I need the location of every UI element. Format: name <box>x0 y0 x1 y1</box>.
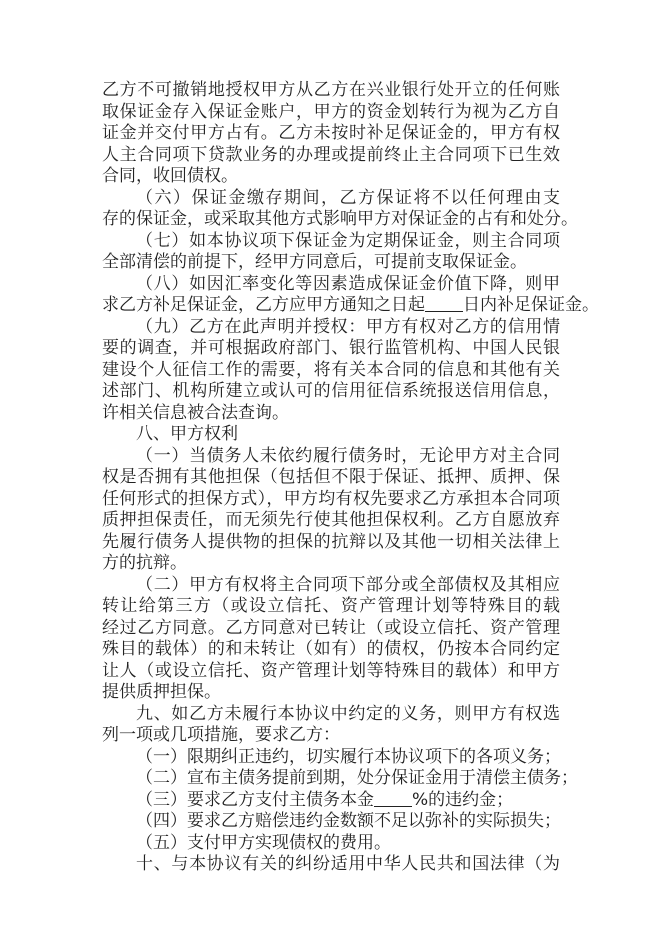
text-line: （一）当债务人未依约履行债务时，无论甲方对主合同 <box>136 445 560 466</box>
paragraph <box>102 80 560 188</box>
text-line: 建设个人征信工作的需要，将有关本合同的信息和其他有关 <box>102 359 560 380</box>
paragraph <box>102 317 560 425</box>
text-line: 取保证金存入保证金账户，甲方的资金划转行为视为乙方自 <box>102 101 560 122</box>
text-line: （六）保证金缴存期间，乙方保证将不以任何理由支 <box>136 187 560 208</box>
paragraph <box>102 575 560 704</box>
text-line: 殊目的载体）的和未转让（如有）的债权，仍按本合同约定 <box>102 639 560 659</box>
paragraph <box>102 747 560 769</box>
text-line: 存的保证金，或采取其他方式影响甲方对保证金的占有和处分。 <box>102 209 578 229</box>
text-line: 方的抗辩。 <box>102 553 187 573</box>
text-line: 全部清偿的前提下，经甲方同意后，可提前支取保证金。 <box>102 252 527 272</box>
text-line: （五）支付甲方实现债权的费用。 <box>136 832 391 853</box>
text-line: 乙方不可撤销地授权甲方从乙方在兴业银行处开立的任何账 <box>102 80 560 100</box>
text-line: 八、甲方权利 <box>136 424 238 444</box>
text-line: （二）宣布主债务提前到期，处分保证金用于清偿主债务； <box>136 768 578 788</box>
text-line: 要的调查，并可根据政府部门、银行监管机构、中国人民银 <box>102 338 560 358</box>
text-line: 经过乙方同意。乙方同意对已转让（或设立信托、资产管理 <box>102 617 560 638</box>
text-line <box>102 295 599 317</box>
text-line: 列一项或几项措施，要求乙方： <box>102 725 340 745</box>
text-line: 让人（或设立信托、资产管理计划等特殊目的载体）和甲方 <box>102 660 560 681</box>
text-line: 质押担保责任，而无须先行使其他担保权利。乙方自愿放弃 <box>102 510 560 530</box>
text-line: 十、与本协议有关的纠纷适用中华人民共和国法律（为 <box>136 854 560 874</box>
text-segment: 求乙方补足保证金，乙方应甲方通知之日起 <box>102 295 425 315</box>
text-segment: 日内补足保证金。 <box>463 295 599 315</box>
paragraph <box>102 424 560 446</box>
fill-in-blank <box>425 295 463 312</box>
text-line: 转让给第三方（或设立信托、资产管理计划等特殊目的载 <box>102 596 560 616</box>
text-line: （一）限期纠正违约，切实履行本协议项下的各项义务； <box>136 746 561 767</box>
text-line: （九）乙方在此声明并授权：甲方有权对乙方的信用情 <box>136 316 560 337</box>
paragraph <box>102 187 578 231</box>
paragraph <box>102 704 560 747</box>
paragraph <box>102 446 560 575</box>
text-line: 证金并交付甲方占有。乙方未按时补足保证金的，甲方有权 <box>102 123 560 143</box>
text-line: 人主合同项下贷款业务的办理或提前终止主合同项下已生效 <box>102 144 560 165</box>
text-line: （四）要求乙方赔偿违约金数额不足以弥补的实际损失； <box>136 811 561 831</box>
paragraph <box>102 790 560 812</box>
document-body <box>102 80 599 876</box>
text-line: 提供质押担保。 <box>102 682 221 702</box>
fill-in-blank <box>374 790 412 807</box>
text-line: （七）如本协议项下保证金为定期保证金，则主合同项 <box>136 230 560 251</box>
text-line: 九、如乙方未履行本协议中约定的义务，则甲方有权选 <box>136 703 560 724</box>
paragraph <box>102 768 578 790</box>
text-line: 任何形式的担保方式），甲方均有权先要求乙方承担本合同项 <box>102 488 560 509</box>
text-line: 先履行债务人提供物的担保的抗辩以及其他一切相关法律上 <box>102 531 560 552</box>
paragraph <box>102 231 560 274</box>
paragraph <box>102 854 560 876</box>
text-line: 合同，收回债权。 <box>102 166 238 186</box>
text-line: （二）甲方有权将主合同项下部分或全部债权及其相应 <box>136 574 560 595</box>
text-line: 许相关信息被合法查询。 <box>102 402 289 423</box>
text-line: 权是否拥有其他担保（包括但不限于保证、抵押、质押、保 <box>102 467 560 487</box>
text-line: 述部门、机构所建立或认可的信用征信系统报送信用信息， <box>102 381 560 401</box>
paragraph <box>102 811 560 833</box>
text-segment: %的违约金； <box>412 789 514 810</box>
text-segment: （三）要求乙方支付主债务本金 <box>136 789 374 810</box>
text-line <box>102 790 560 812</box>
paragraph <box>102 273 599 317</box>
text-line: （八）如因汇率变化等因素造成保证金价值下降，则甲 <box>136 273 560 294</box>
paragraph <box>102 833 560 855</box>
